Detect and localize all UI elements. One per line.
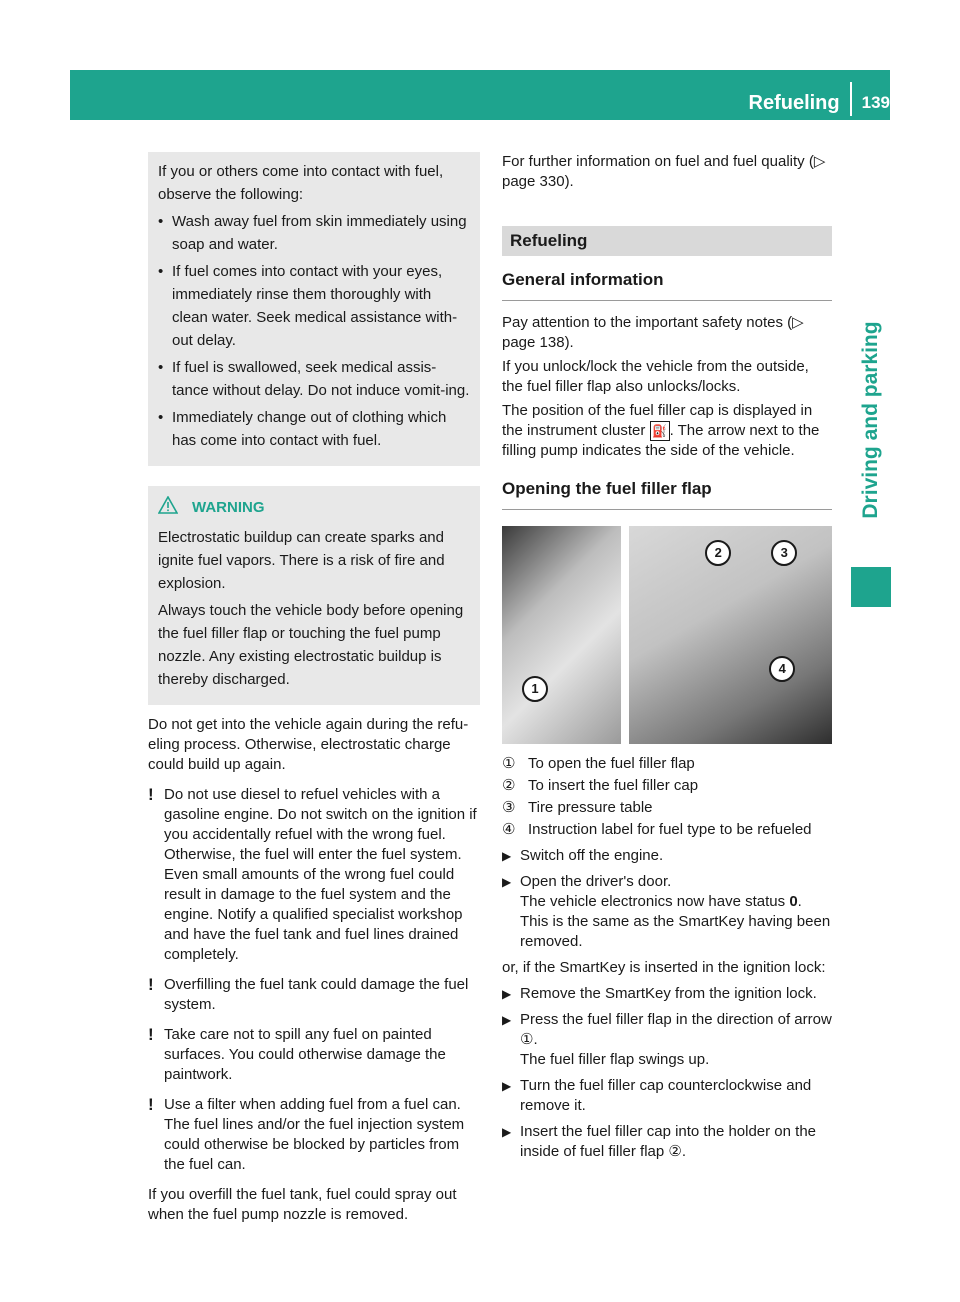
list-item: • If fuel is swallowed, seek medical assis-tance without delay. Do not induce vomit-ing.: [158, 359, 470, 399]
note: ! Use a filter when adding fuel from a fuel can. The fuel lines and/or the fuel injection system could otherwise be blocked by particles from the fuel can.: [148, 1095, 465, 1173]
photo-flap-open: [629, 526, 832, 744]
legend-item: ① To open the fuel filler flap: [502, 755, 695, 772]
legend-item: ③ Tire pressure table: [502, 799, 653, 816]
fuel-flap-photo: [502, 526, 832, 744]
step: ▶ Turn the fuel filler cap counterclockwise and remove it.: [502, 1077, 812, 1114]
callout-3: 3: [771, 540, 797, 566]
right-column: [502, 152, 832, 1162]
warning-text-2: Always touch the vehicle body before opening the fuel filler flap or touching the fuel pump nozzle. Any existing electrostatic buildup is thereby discharged.: [158, 602, 464, 688]
note: ! Overfilling the fuel tank could damage the fuel system.: [148, 975, 469, 1013]
list-item: • Immediately change out of clothing which has come into contact with fuel.: [158, 409, 447, 449]
paragraph: Pay attention to the important safety notes (▷ page 138).: [502, 314, 804, 351]
heading-opening: Opening the fuel filler flap: [502, 479, 832, 510]
section-tab: [851, 290, 891, 560]
callout-1: 1: [522, 676, 548, 702]
warning-title: WARNING: [192, 499, 265, 516]
step: ▶ Open the driver's door. The vehicle electronics now have status 0. This is the same as the SmartKey having been removed.: [502, 873, 831, 950]
warning-triangle-icon: [158, 496, 192, 520]
step: ▶ Insert the fuel filler cap into the holder on the inside of fuel filler flap ②.: [502, 1123, 817, 1160]
chapter-title: Refueling: [748, 92, 840, 114]
paragraph: If you overfill the fuel tank, fuel could spray out when the fuel pump nozzle is removed.: [148, 1186, 457, 1223]
page-number: 139: [861, 93, 890, 112]
warning-box: [148, 486, 480, 705]
fuel-pump-icon: ⛽: [650, 421, 670, 441]
callout-4: 4: [769, 656, 795, 682]
list-item: • If fuel comes into contact with your eyes, immediately rinse them thoroughly with clean water. Seek medical assistance with-out delay.: [158, 263, 458, 349]
legend-item: ④ Instruction label for fuel type to be refueled: [502, 821, 812, 838]
page-header: [749, 88, 891, 118]
list-item: • Wash away fuel from skin immediately using soap and water.: [158, 213, 467, 253]
section-tab-label: Driving and parking: [859, 321, 882, 519]
section-heading: Refueling: [502, 226, 832, 256]
note: ! Do not use diesel to refuel vehicles with a gasoline engine. Do not switch on the ignition if you accidentally refuel with the wrong fuel. Otherwise, the fuel will enter the fuel system. Even small amounts of the wrong fuel could result in damage to the fuel system and the engine. Notify a qualified specialist workshop and have the fuel tank and fuel lines drained completely.: [148, 785, 477, 963]
paragraph: For further information on fuel and fuel quality (▷ page 330).: [502, 153, 826, 190]
warning-text-1: Electrostatic buildup can create sparks and ignite fuel vapors. There is a risk of fire and explosion.: [158, 529, 445, 592]
note: ! Take care not to spill any fuel on painted surfaces. You could otherwise damage the paintwork.: [148, 1025, 446, 1083]
step: ▶ Switch off the engine.: [502, 847, 664, 864]
left-column: [148, 152, 480, 1225]
legend-item: ② To insert the fuel filler cap: [502, 777, 699, 794]
step: ▶ Press the fuel filler flap in the direction of arrow ①. The fuel filler flap swings up.: [502, 1011, 832, 1068]
paragraph: Do not get into the vehicle again during the refu-eling process. Otherwise, electrostatic charge could build up again.: [148, 716, 469, 773]
callout-2: 2: [705, 540, 731, 566]
paragraph: The position of the fuel filler cap is displayed in the instrument cluster ⛽ . The arrow next to the filling pump indicates the side of the vehicle.: [502, 402, 820, 459]
paragraph: If you unlock/lock the vehicle from the outside, the fuel filler flap also unlocks/locks.: [502, 358, 809, 395]
photo-flap-closed: [502, 526, 621, 744]
warning-heading: [158, 496, 470, 520]
contact-box: [148, 152, 480, 466]
contact-intro: If you or others come into contact with fuel, observe the following:: [158, 163, 444, 203]
paragraph: or, if the SmartKey is inserted in the ignition lock:: [502, 959, 826, 976]
heading-general: General information: [502, 270, 832, 301]
step: ▶ Remove the SmartKey from the ignition lock.: [502, 985, 817, 1002]
section-tab-marker: [851, 567, 891, 607]
